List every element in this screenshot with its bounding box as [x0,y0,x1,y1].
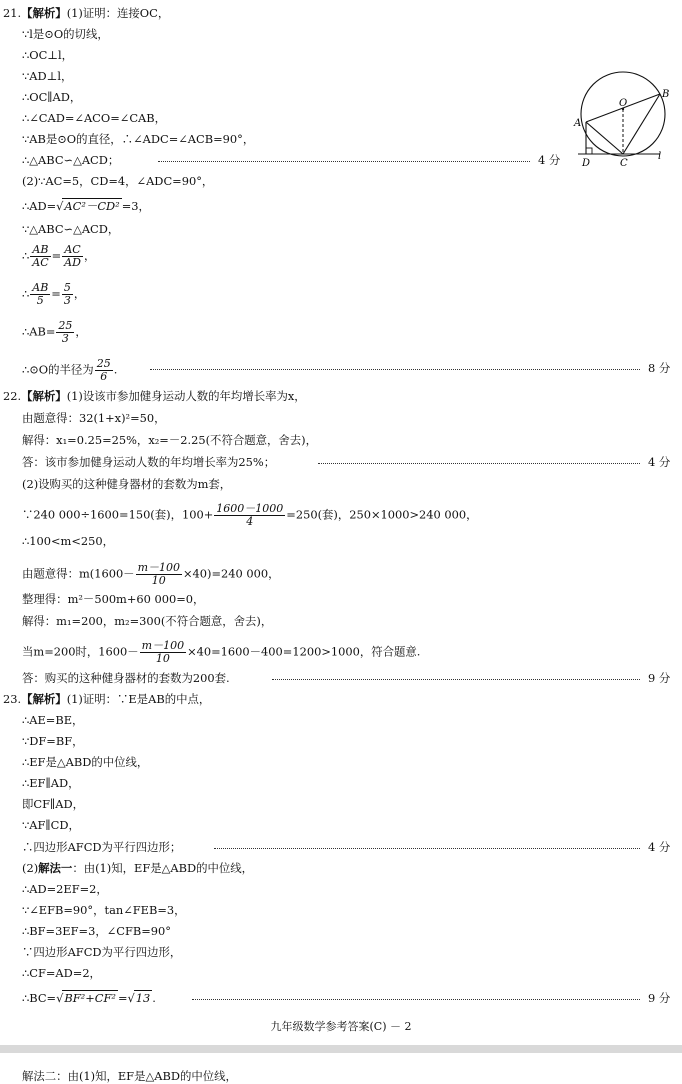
q21-line-2: ∵l是⊙O的切线， [22,27,109,41]
q22-line-9: 整理得：m²－500m+60 000=0， [22,592,205,606]
q22-line-1: 22.【解析】(1)设该市参加健身运动人数的年均增长率为x， [3,389,306,403]
q22-line-12: 答：购买的这种健身器材的套数为200套. [22,671,230,685]
leader-dots [192,999,640,1000]
q21-line-15: ∴⊙O的半径为 $\frac{25}{6}$ . [22,357,118,383]
q23-score-1: 4 分 [648,840,671,854]
q22-line-8: 由题意得：m(1600－ $\frac{m-100}{10}$ ×40)=240 000， [22,561,280,587]
q21-line-9: (2)∵AC=5，CD=4，∠ADC=90°， [22,174,214,188]
next-page-partial-line: 解法二：由(1)知，EF是△ABD的中位线， [22,1069,237,1083]
q23-line-13: ∵四边形AFCD为平行四边形， [22,945,182,959]
leader-dots [272,679,640,680]
q21-line-8: ∴△ABC∽△ACD； [22,153,120,167]
q23-line-6: 即CF∥AD， [22,797,85,811]
leader-dots [318,463,640,464]
q23-line-10: ∴AD=2EF=2， [22,882,108,896]
q22-line-7: ∴100<m<250， [22,534,115,548]
q21-line-10: ∴AD=√AC²－CD² =3， [22,199,150,213]
q22-line-6: ∵240 000÷1600=150(套)，100+ $\frac{1600-1000}{4}$ =250(套)，250×1000>240 000， [22,502,478,528]
q21-line-6: ∴∠CAD=∠ACO=∠CAB， [22,111,167,125]
label-c: C [620,158,628,169]
q22-line-2: 由题意得：32(1+x)²=50， [22,411,166,425]
q21-line-3: ∴OC⊥l， [22,48,74,62]
label-o: O [619,98,628,109]
q23-line-11: ∵∠EFB=90°，tan∠FEB=3， [22,903,186,917]
q22-line-4: 答：该市参加健身运动人数的年均增长率为25%； [22,455,276,469]
q22-score-1: 4 分 [648,455,671,469]
q22-line-3: 解得：x₁=0.25=25%，x₂=－2.25(不符合题意，舍去)， [22,433,318,447]
page-separator [0,1045,682,1053]
q23-line-1: 23.【解析】(1)证明：∵E是AB的中点， [3,692,211,706]
q23-score-2: 9 分 [648,991,671,1005]
q22-line-11: 当m=200时，1600－ $\frac{m-100}{10}$ ×40=1600－400=1200>1000，符合题意. [22,639,421,665]
q22-score-2: 9 分 [648,671,671,685]
q22-line-5: (2)设购买的这种健身器材的套数为m套， [22,477,232,491]
q23-line-7: ∵AF∥CD， [22,818,80,832]
q21-line-7: ∵AB是⊙O的直径，∴∠ADC=∠ACB=90°， [22,132,255,146]
q23-line-4: ∴EF是△ABD的中位线， [22,755,149,769]
q23-line-3: ∵DF=BF， [22,734,84,748]
q23-line-15: ∴BC=√BF²+CF² =√13 . [22,991,156,1005]
q21-line-1: 21.【解析】(1)证明：连接OC， [3,6,170,20]
q21-line-12: ∴ $\frac{AB}{AC}$ = $\frac{AC}{AD}$ ， [22,243,96,269]
q23-line-5: ∴EF∥AD， [22,776,80,790]
q21-line-4: ∵AD⊥l， [22,69,73,83]
label-d: D [582,158,591,169]
q23-line-8: ∴四边形AFCD为平行四边形； [22,840,182,854]
q21-score-1: 4 分 [538,153,561,167]
q23-line-9: (2)解法一：由(1)知，EF是△ABD的中位线， [22,861,254,875]
leader-dots [150,369,640,370]
q23-line-2: ∴AE=BE， [22,713,84,727]
q23-line-12: ∴BF=3EF=3，∠CFB=90° [22,924,171,938]
label-l: l [658,151,662,162]
q23-line-14: ∴CF=AD=2， [22,966,101,980]
q21-line-14: ∴AB= $\frac{25}{3}$ ， [22,319,87,345]
label-b: B [662,89,670,100]
q21-line-11: ∵△ABC∽△ACD， [22,222,120,236]
q21-line-5: ∴OC∥AD， [22,90,82,104]
q22-line-10: 解得：m₁=200，m₂=300(不符合题意，舍去)， [22,614,273,628]
page-footer: 九年级数学参考答案(C) － 2 [270,1020,412,1033]
q21-line-13: ∴ $\frac{AB}{5}$ = $\frac{5}{3}$ ， [22,281,86,307]
circle-tangent-figure [570,66,676,172]
leader-dots [158,161,530,162]
leader-dots [214,848,640,849]
label-a: A [574,118,582,129]
q21-score-2: 8 分 [648,361,671,375]
